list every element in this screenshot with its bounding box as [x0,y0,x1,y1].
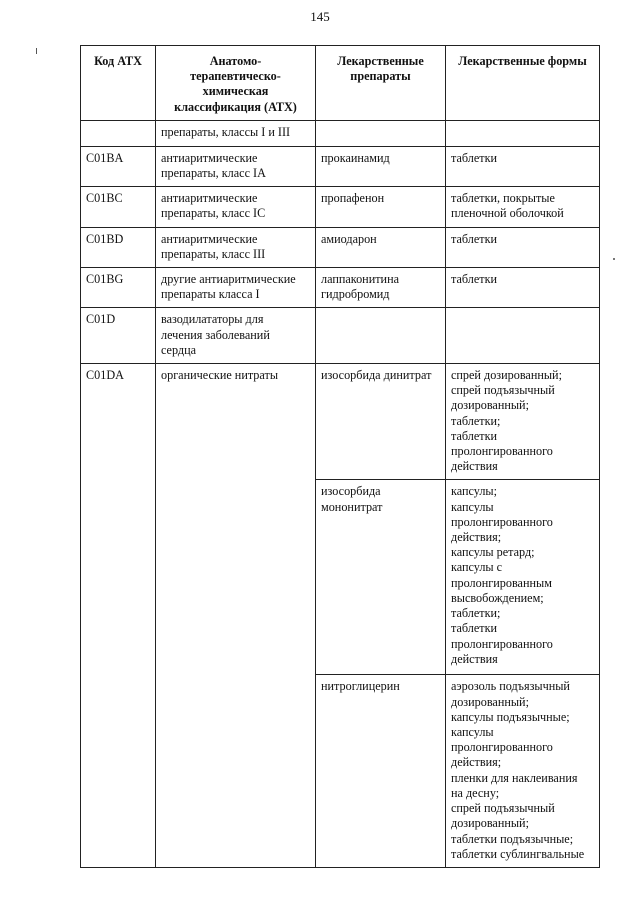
table-header-row [81,46,600,121]
cell-code: C01D [81,308,156,364]
header-atx-code: Код АТХ [81,46,156,121]
cell-form [446,308,600,364]
cell-code [81,120,156,146]
header-dosage-forms: Лекарственные формы [446,46,600,121]
cell-form: спрей дозированный; спрей подъязычный дозированный; таблетки; таблетки пролонгированного действия [446,364,600,480]
table-row [81,146,600,186]
cell-drug: прокаинамид [316,146,446,186]
table-row [81,364,600,480]
cell-drug: нитроглицерин [316,675,446,867]
header-medicines: Лекарственные препараты [316,46,446,121]
cell-drug: амиодарон [316,227,446,267]
table-row [81,227,600,267]
margin-mark [36,48,37,54]
page-number: 145 [310,9,330,24]
cell-form [446,120,600,146]
table-row [81,187,600,227]
cell-drug [316,308,446,364]
cell-form: таблетки [446,227,600,267]
cell-code: C01BA [81,146,156,186]
table-row [81,308,600,364]
header-atx-classification: Анатомо- терапевтическо- химическая классификация (АТХ) [156,46,316,121]
table-row [81,268,600,308]
cell-classification: антиаритмические препараты, класс III [156,227,316,267]
cell-form: таблетки [446,146,600,186]
cell-code: C01DA [81,364,156,868]
cell-classification: вазодилататоры для лечения заболеваний сердца [156,308,316,364]
cell-drug: изосорбида мононитрат [316,480,446,675]
cell-code: C01BD [81,227,156,267]
scan-speck [613,258,615,260]
cell-classification: другие антиаритмические препараты класса I [156,268,316,308]
cell-form: аэрозоль подъязычный дозированный; капсулы подъязычные; капсулы пролонгированного действия; пленки для наклеивания на десну; спрей подъязычный дозированный; таблетки подъязычные; таблетки сублингвальные [446,675,600,867]
cell-form: капсулы; капсулы пролонгированного действия; капсулы ретард; капсулы с пролонгированным высвобождением; таблетки; таблетки пролонгированного действия [446,480,600,675]
cell-drug: пропафенон [316,187,446,227]
cell-code: C01BC [81,187,156,227]
cell-classification: антиаритмические препараты, класс IA [156,146,316,186]
cell-code: C01BG [81,268,156,308]
cell-drug [316,120,446,146]
cell-drug: лаппаконитина гидробромид [316,268,446,308]
cell-classification: препараты, классы I и III [156,120,316,146]
table-row [81,120,600,146]
cell-classification: органические нитраты [156,364,316,868]
cell-form: таблетки, покрытые пленочной оболочкой [446,187,600,227]
atx-drug-table [80,45,600,868]
cell-form: таблетки [446,268,600,308]
cell-classification: антиаритмические препараты, класс IC [156,187,316,227]
cell-drug: изосорбида динитрат [316,364,446,480]
